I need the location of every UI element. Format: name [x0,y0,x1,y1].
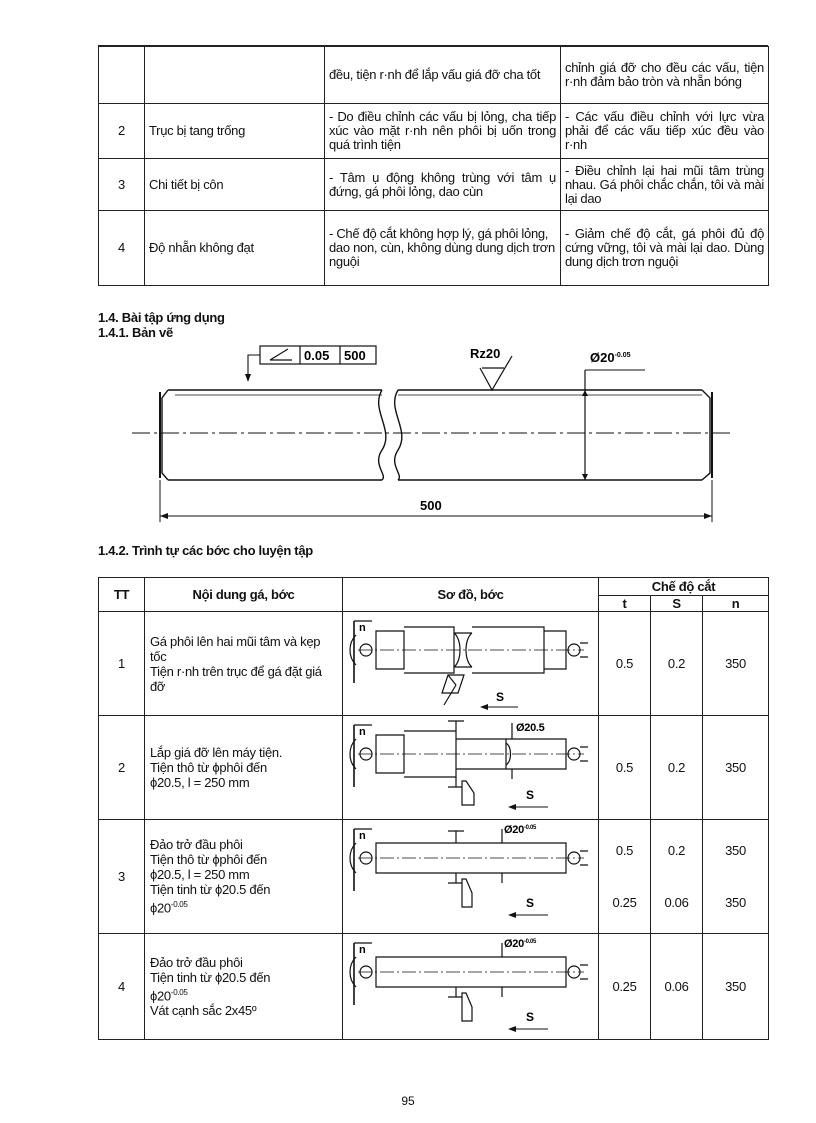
roughness-symbol [480,356,512,390]
step-diagram [343,820,599,934]
break-line-1 [379,390,386,480]
defect-cause: đều, tiện r·nh để lắp vấu giá đỡ cha tốt [325,47,561,104]
svg-text:Ø20-0.05: $Ø20^{-0.05}$ [504,938,537,950]
header-diagram: Sơ đồ, bớc [343,578,599,612]
speed-n: 350 350 [703,820,769,934]
defect-fix: chỉnh giá đỡ cho đều các vấu, tiện r·nh đảm bảo tròn và nhẵn bóng [561,47,769,104]
defect-name: Chi tiết bị côn [145,159,325,211]
cut-depth-t: 0.5 [599,716,651,820]
step-content: Đảo trở đầu phôi Tiện tinh từ ϕ20.5 đến $\phi 20^{-0.05}$ Vát cạnh sắc 2x45º [145,934,343,1040]
tolerance-value: 0.05 [304,348,330,363]
feed-s: 0.2 0.06 [651,820,703,934]
step-number: 3 [99,820,145,934]
table-row [99,159,769,211]
roughness-label: Rz20 [470,346,501,361]
table-row [99,612,769,716]
defect-cause: - Tâm ụ động không trùng với tâm ụ đứng, gá phôi lỏng, dao cùn [325,159,561,211]
svg-text:n: n [359,944,366,956]
svg-text:S: S [526,1010,534,1024]
step-diagram [343,934,599,1040]
defects-table [98,46,769,286]
row-number: 2 [99,104,145,159]
shaft-left-end [162,390,168,480]
page-number: 95 [401,1094,415,1108]
svg-text:S: S [526,896,534,910]
step-number: 2 [99,716,145,820]
diagram-rough-turn [344,717,594,815]
diagram-groove [344,613,594,711]
shaft-drawing [120,340,760,525]
header-content: Nội dung gá, bớc [145,578,343,612]
tolerance-frame [245,346,376,382]
svg-text:Ø20-0.05: $Ø20^{-0.05}$ [504,824,537,836]
svg-text:n: n [359,726,366,738]
speed-n: 350 [703,612,769,716]
feed-s: 0.06 [651,934,703,1040]
header-n: n [703,596,769,612]
header-cut-mode: Chế độ cắt [599,578,769,596]
speed-n: 350 [703,716,769,820]
defect-cause: - Do điều chỉnh các vấu bị lỏng, cha tiếp xúc vào mặt r·nh nên phôi bị uốn trong quá trình tiện [325,104,561,159]
step-content: Đảo trở đầu phôi Tiện thô từ ϕphôi đến ϕ20.5, l = 250 mm Tiện tinh từ ϕ20.5 đến $\phi 20^{-0.05}$ [145,820,343,934]
break-line-2 [395,390,402,480]
table-row [99,716,769,820]
table-row [99,934,769,1040]
feed-s: 0.2 [651,612,703,716]
speed-n: 350 [703,934,769,1040]
svg-text:n: n [359,622,366,634]
defect-fix: - Giảm chế độ cắt, gá phôi đủ độ cứng vững, tôi và mài lại dao. Dùng dung dịch trơn nguội [561,211,769,286]
step-diagram [343,716,599,820]
diagram-chamfer [344,935,594,1035]
step-number: 4 [99,934,145,1040]
svg-text:Ø20.5: Ø20.5 [516,722,545,734]
svg-text:S: S [526,788,534,802]
svg-text:n: n [359,830,366,842]
defect-fix: - Các vấu điều chỉnh với lực vừa phải để các vấu tiếp xúc đều vào r·nh [561,104,769,159]
svg-text:S: S [496,690,504,704]
header-s: S [651,596,703,612]
row-number: 3 [99,159,145,211]
tolerance-length: 500 [344,348,366,363]
header-tt: TT [99,578,145,612]
defect-name [145,47,325,104]
defect-name: Độ nhẵn không đạt [145,211,325,286]
shaft-right-end [702,390,710,480]
header-t: t [599,596,651,612]
step-content: Lắp giá đỡ lên máy tiện. Tiện thô từ ϕphôi đến ϕ20.5, l = 250 mm [145,716,343,820]
table-row [99,820,769,934]
cut-depth-t: 0.5 0.25 [599,820,651,934]
length-label: 500 [420,498,442,513]
table-row [99,104,769,159]
diagram-finish-turn [344,821,594,929]
table-row [99,211,769,286]
row-number [99,47,145,104]
cut-depth-t: 0.5 [599,612,651,716]
table-row [99,47,769,104]
defect-fix: - Điều chỉnh lại hai mũi tâm trùng nhau. Gá phôi chắc chắn, tôi và mài lại dao [561,159,769,211]
diameter-label: $Ø20^{-0.05}$ [590,350,631,365]
step-content: Gá phôi lên hai mũi tâm và kẹp tốc Tiện r·nh trên trục để gá đặt giá đỡ [145,612,343,716]
step-diagram [343,612,599,716]
angularity-icon [270,349,292,360]
row-number: 4 [99,211,145,286]
cut-depth-t: 0.25 [599,934,651,1040]
section-heading-1-4-2: 1.4.2. Trình tự các bớc cho luyện tập [98,543,313,558]
steps-table [98,577,769,1040]
section-heading-1-4: 1.4. Bài tập ứng dụng [98,310,225,325]
feed-s: 0.2 [651,716,703,820]
step-number: 1 [99,612,145,716]
header-row [99,578,769,596]
defect-name: Trục bị tang trống [145,104,325,159]
section-heading-1-4-1: 1.4.1. Bản vẽ [98,325,173,340]
defect-cause: - Chế độ cắt không hợp lý, gá phôi lỏng, dao non, cùn, không dùng dung dịch trơn nguội [325,211,561,286]
